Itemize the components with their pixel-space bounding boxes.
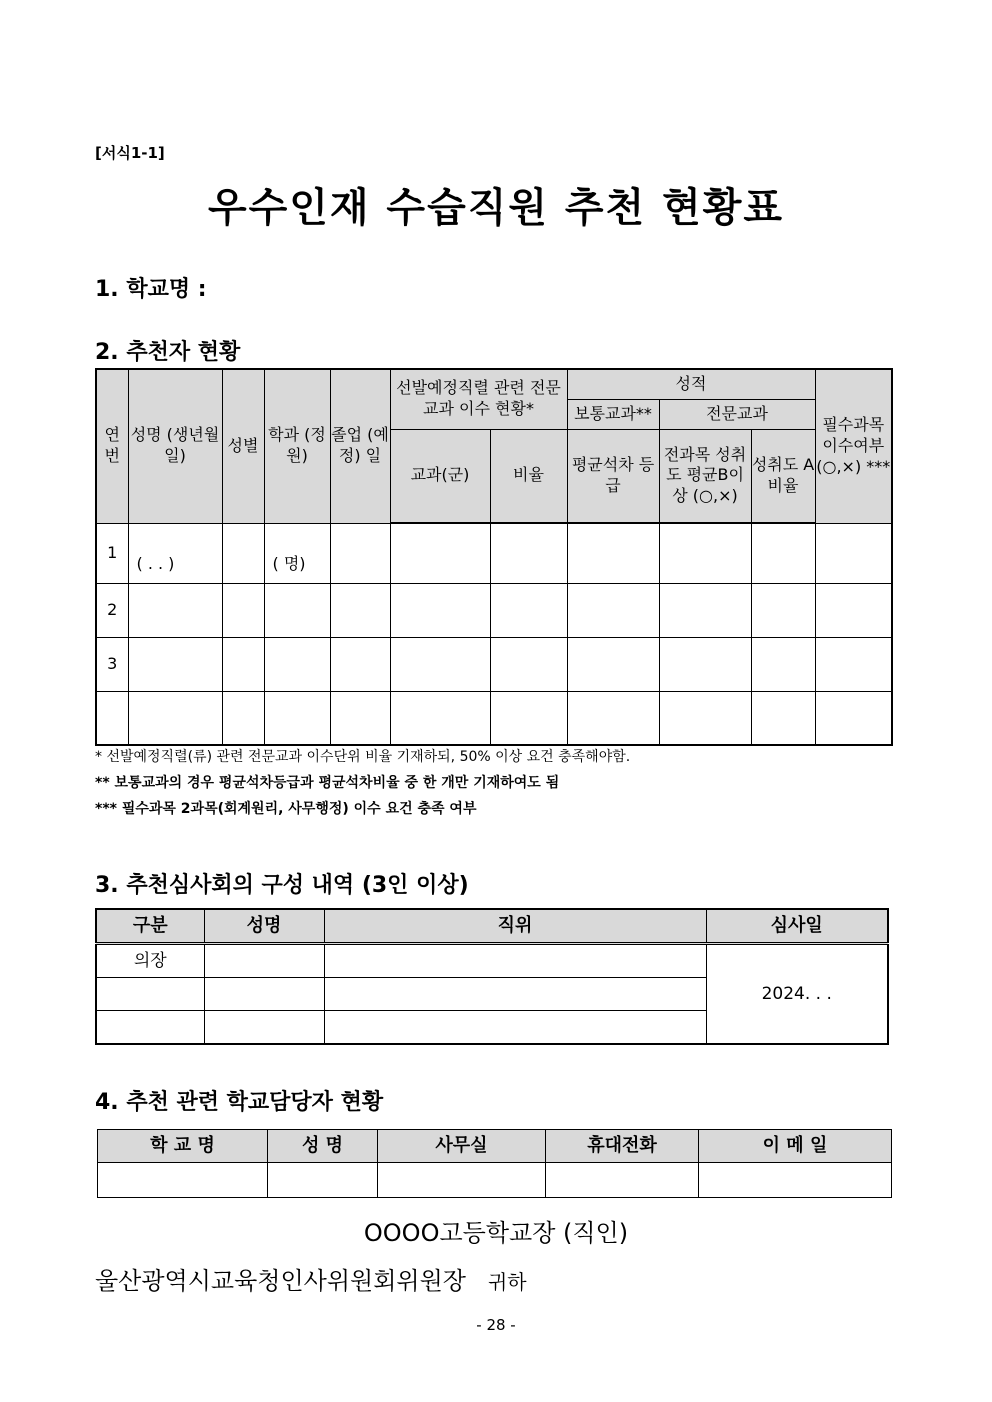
section-school-name: 1. 학교명 : <box>95 277 207 302</box>
recommendee-table <box>95 368 893 746</box>
page-number: - 28 - <box>476 1316 516 1334</box>
committee-table <box>95 908 889 1045</box>
recipient: 울산광역시교육청인사위원회위원장 <box>95 1267 466 1295</box>
type-cell[interactable] <box>96 978 204 1011</box>
grad-cell[interactable] <box>330 583 390 637</box>
row-number <box>96 691 128 745</box>
section-committee: 3. 추천심사회의 구성 내역 (3인 이상) <box>95 873 469 898</box>
name-cell[interactable] <box>204 944 324 978</box>
header-graduation: 졸업 (예정) 일 <box>330 369 390 523</box>
ratio-cell[interactable] <box>490 637 567 691</box>
a-ratio-cell[interactable] <box>751 637 815 691</box>
form-label: [서식1-1] <box>95 144 165 162</box>
header-mobile: 휴대전화 <box>546 1130 699 1163</box>
footnote-2: ** 보통교과의 경우 평균석차등급과 평균석차비율 중 한 개만 기재하여도 됨 <box>95 775 560 791</box>
section-contact: 4. 추천 관련 학교담당자 현황 <box>95 1090 384 1115</box>
recipient-suffix: 귀하 <box>487 1270 527 1294</box>
all-subject-cell[interactable] <box>659 637 751 691</box>
required-cell[interactable] <box>815 637 892 691</box>
header-common: 보통교과** <box>567 399 659 429</box>
header-avg-grade: 평균석차 등급 <box>567 429 659 523</box>
header-email: 이 메 일 <box>699 1130 892 1163</box>
mobile-cell[interactable] <box>546 1163 699 1198</box>
header-grades: 성적 <box>567 369 815 399</box>
gender-cell[interactable] <box>222 523 264 583</box>
table-row <box>96 523 892 583</box>
header-name: 성명 <box>204 909 324 944</box>
avg-grade-cell[interactable] <box>567 637 659 691</box>
ratio-cell[interactable] <box>490 691 567 745</box>
header-a-ratio: 성취도 A비율 <box>751 429 815 523</box>
a-ratio-cell[interactable] <box>751 583 815 637</box>
row-number: 1 <box>96 523 128 583</box>
chair-label: 의장 <box>96 944 204 978</box>
header-subject: 교과(군) <box>390 429 490 523</box>
header-dept: 학과 (정원) <box>264 369 330 523</box>
a-ratio-cell[interactable] <box>751 523 815 583</box>
header-special: 전문교과 <box>659 399 815 429</box>
header-gender: 성별 <box>222 369 264 523</box>
table-row <box>96 691 892 745</box>
position-cell[interactable] <box>324 978 706 1011</box>
header-name: 성명 (생년월일) <box>128 369 222 523</box>
subject-cell[interactable] <box>390 691 490 745</box>
header-name: 성 명 <box>268 1130 378 1163</box>
position-cell[interactable] <box>324 944 706 978</box>
birth-cell[interactable] <box>128 637 222 691</box>
table-row <box>96 637 892 691</box>
recipient-line <box>95 1261 527 1296</box>
ratio-cell[interactable] <box>490 523 567 583</box>
school-signature: OOOO고등학교장 (직인) <box>363 1219 629 1247</box>
row-number: 3 <box>96 637 128 691</box>
gender-cell[interactable] <box>222 583 264 637</box>
required-cell[interactable] <box>815 583 892 637</box>
a-ratio-cell[interactable] <box>751 691 815 745</box>
required-cell[interactable] <box>815 523 892 583</box>
gender-cell[interactable] <box>222 637 264 691</box>
name-cell[interactable] <box>204 978 324 1011</box>
birth-cell[interactable] <box>128 691 222 745</box>
name-cell[interactable] <box>204 1011 324 1045</box>
ratio-cell[interactable] <box>490 583 567 637</box>
contact-table <box>97 1129 892 1198</box>
avg-grade-cell[interactable] <box>567 691 659 745</box>
grad-cell[interactable] <box>330 523 390 583</box>
header-major-group: 선발예정직렬 관련 전문교과 이수 현황* <box>390 369 567 429</box>
quota-cell[interactable] <box>264 583 330 637</box>
header-position: 직위 <box>324 909 706 944</box>
table-row <box>98 1163 892 1198</box>
school-cell[interactable] <box>98 1163 268 1198</box>
header-type: 구분 <box>96 909 204 944</box>
header-school: 학 교 명 <box>98 1130 268 1163</box>
header-all-subject: 전과목 성취도 평균B이상 (○,×) <box>659 429 751 523</box>
header-review-date: 심사일 <box>706 909 888 944</box>
review-date-cell[interactable]: 2024. . . <box>706 944 888 1045</box>
email-cell[interactable] <box>699 1163 892 1198</box>
table-row <box>96 944 888 978</box>
footnote-1: * 선발예정직렬(류) 관련 전문교과 이수단위 비율 기재하되, 50% 이상 요건 충족해야함. <box>95 749 631 765</box>
footnote-3: *** 필수과목 2과목(회계원리, 사무행정) 이수 요건 충족 여부 <box>95 801 477 817</box>
subject-cell[interactable] <box>390 523 490 583</box>
quota-cell[interactable]: ( 명) <box>264 523 330 583</box>
quota-cell[interactable] <box>264 637 330 691</box>
page-title: 우수인재 수습직원 추천 현황표 <box>207 185 785 231</box>
avg-grade-cell[interactable] <box>567 523 659 583</box>
quota-cell[interactable] <box>264 691 330 745</box>
avg-grade-cell[interactable] <box>567 583 659 637</box>
table-row <box>96 583 892 637</box>
header-no: 연 번 <box>96 369 128 523</box>
row-number: 2 <box>96 583 128 637</box>
header-office: 사무실 <box>378 1130 546 1163</box>
type-cell[interactable] <box>96 1011 204 1045</box>
gender-cell[interactable] <box>222 691 264 745</box>
all-subject-cell[interactable] <box>659 583 751 637</box>
subject-cell[interactable] <box>390 637 490 691</box>
section-recommendees: 2. 추천자 현황 <box>95 340 241 365</box>
name-cell[interactable] <box>268 1163 378 1198</box>
birth-cell[interactable] <box>128 583 222 637</box>
office-cell[interactable] <box>378 1163 546 1198</box>
grad-cell[interactable] <box>330 691 390 745</box>
header-ratio: 비율 <box>490 429 567 523</box>
subject-cell[interactable] <box>390 583 490 637</box>
header-required: 필수과목 이수여부 (○,×) *** <box>815 369 892 523</box>
required-cell[interactable] <box>815 691 892 745</box>
grad-cell[interactable] <box>330 637 390 691</box>
all-subject-cell[interactable] <box>659 691 751 745</box>
position-cell[interactable] <box>324 1011 706 1045</box>
all-subject-cell[interactable] <box>659 523 751 583</box>
birth-cell[interactable]: ( . . ) <box>128 523 222 583</box>
